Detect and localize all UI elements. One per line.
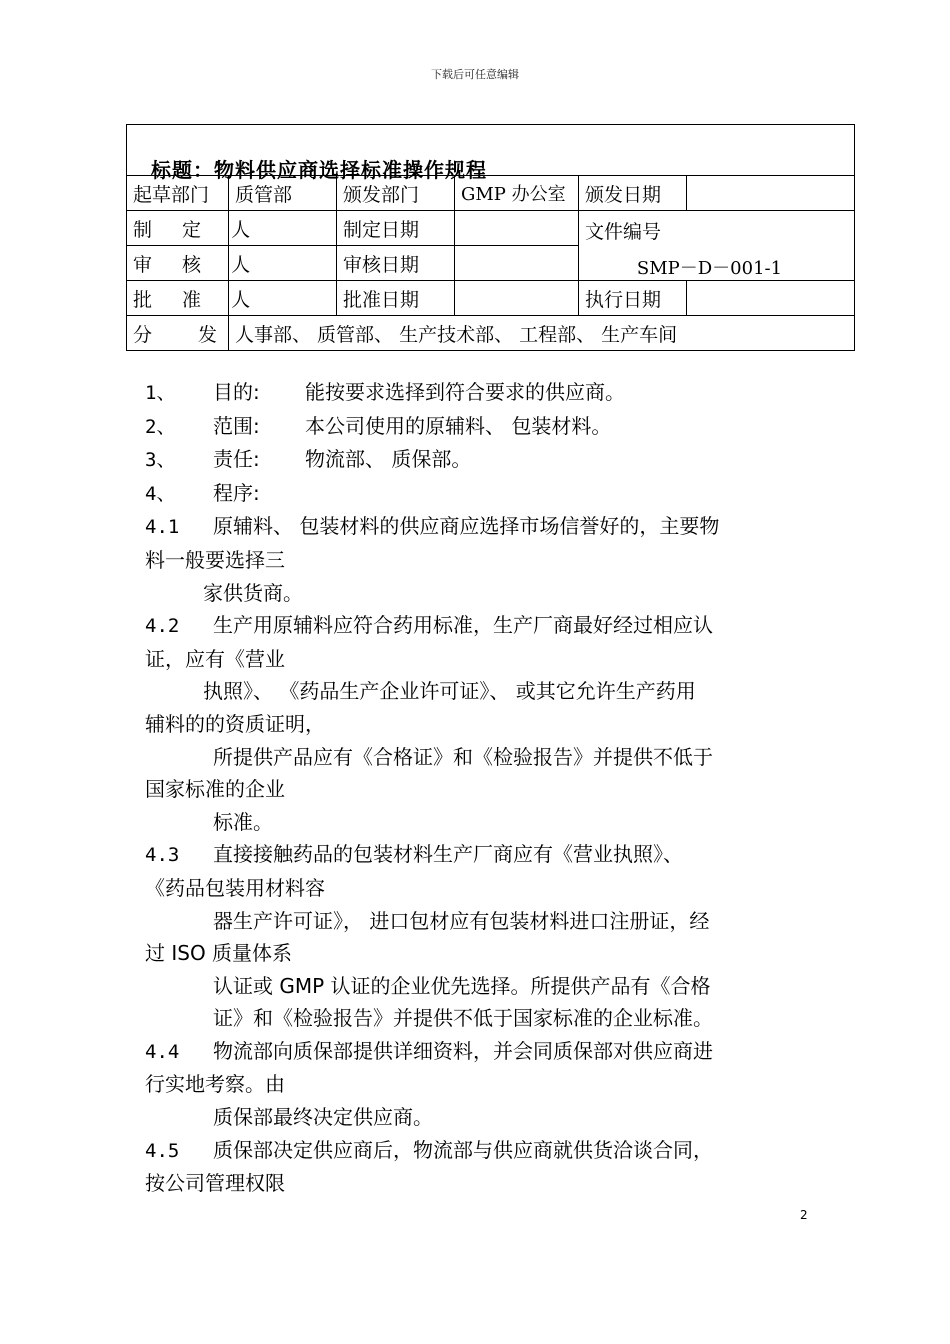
section-line: 行实地考察。由 — [145, 1072, 285, 1097]
cell-effective-date-label: 执行日期 — [579, 281, 687, 316]
section-line: 料一般要选择三 — [145, 547, 285, 572]
section-line: 物流部向质保部提供详细资料，并会同质保部对供应商进 — [213, 1038, 713, 1063]
section-4 — [145, 477, 813, 511]
section-text: 本公司使用的原辅料、 包装材料。 — [305, 413, 612, 438]
cell-review-date-label: 审核日期 — [337, 246, 455, 281]
cell-draft-dept-value: 质管部 — [229, 176, 337, 211]
cell-issue-dept-label: 颁发部门 — [337, 176, 455, 211]
cell-review-date-value — [455, 246, 579, 281]
section-line: 标准。 — [213, 809, 273, 834]
section-4-3-line — [145, 838, 813, 872]
section-label: 责任: — [213, 447, 260, 472]
section-line: 直接接触药品的包装材料生产厂商应有《营业执照》、 — [213, 842, 683, 867]
section-label: 程序: — [213, 480, 260, 505]
file-number-value: SMP－D－001-1 — [636, 258, 783, 279]
section-text: 物流部、 质保部。 — [305, 447, 472, 472]
cell-approve-date-label: 批准日期 — [337, 281, 455, 316]
cell-approver-label: 批 准 人 — [127, 281, 229, 316]
section-2 — [145, 410, 813, 444]
document-control-table — [126, 124, 855, 351]
section-line: 证》和《检验报告》并提供不低于国家标准的企业标准。 — [213, 1006, 713, 1031]
section-line: 质保部决定供应商后，物流部与供应商就供货洽谈合同， — [213, 1137, 713, 1162]
section-4-4-line — [145, 1035, 813, 1069]
page-number: 2 — [800, 1208, 808, 1222]
section-number: 2、 — [145, 415, 176, 438]
cell-author-label: 制 定 人 — [127, 211, 229, 246]
section-line: 国家标准的企业 — [145, 777, 285, 802]
section-line: 执照》、 《药品生产企业许可证》、 或其它允许生产药用 — [203, 679, 696, 704]
section-number: 3、 — [145, 449, 176, 472]
section-line: 器生产许可证》， 进口包材应有包装材料进口注册证，经 — [213, 908, 710, 933]
section-1 — [145, 376, 813, 410]
section-number: 1、 — [145, 382, 176, 404]
cell-file-number — [579, 211, 855, 281]
section-line: 生产用原辅料应符合药用标准，生产厂商最好经过相应认 — [213, 613, 713, 638]
cell-issue-dept-value: GMP 办公室 — [455, 176, 579, 211]
cell-author-date-value — [455, 211, 579, 246]
section-line: 过 ISO 质量体系 — [145, 941, 293, 966]
section-line: 认证或 GMP 认证的企业优先选择。所提供产品有《合格 — [213, 973, 711, 998]
section-line: 原辅料、 包装材料的供应商应选择市场信誉好的，主要物 — [213, 514, 720, 539]
cell-distribution-label: 分 发 — [127, 316, 229, 351]
section-number: 4、 — [145, 482, 176, 505]
cell-issue-date-value — [687, 176, 855, 211]
header-note: 下载后可任意编辑 — [431, 68, 519, 81]
section-line: 质保部最终决定供应商。 — [213, 1105, 433, 1130]
section-number: 4.3 — [145, 844, 180, 867]
section-line: 家供货商。 — [203, 580, 303, 605]
section-label: 范围: — [213, 413, 260, 438]
section-line: 所提供产品应有《合格证》和《检验报告》并提供不低于 — [213, 744, 713, 769]
section-number: 4.2 — [145, 615, 180, 638]
cell-author-date-label: 制定日期 — [337, 211, 455, 246]
section-line: 《药品包装用材料容 — [145, 875, 325, 900]
section-line: 按公司管理权限 — [145, 1171, 285, 1196]
section-label: 目的: — [213, 380, 260, 404]
section-line: 证，应有《营业 — [145, 646, 285, 671]
cell-reviewer-label: 审 核 人 — [127, 246, 229, 281]
cell-draft-dept-label: 起草部门 — [127, 176, 229, 211]
section-number: 4.4 — [145, 1040, 180, 1063]
section-4-1-line — [145, 510, 813, 544]
title-cell — [127, 125, 855, 182]
section-number: 4.1 — [145, 516, 180, 539]
section-3 — [145, 443, 813, 477]
file-number-label: 文件编号 — [585, 221, 662, 243]
cell-distribution-value: 人事部、 质管部、 生产技术部、 工程部、 生产车间 — [229, 316, 855, 351]
cell-effective-date-value — [687, 281, 855, 316]
section-text: 能按要求选择到符合要求的供应商。 — [305, 380, 625, 404]
section-4-5-line — [145, 1134, 813, 1168]
cell-approve-date-value — [455, 281, 579, 316]
section-4-2-line — [145, 609, 813, 643]
section-number: 4.5 — [145, 1139, 180, 1162]
procedure-body — [145, 376, 813, 1200]
document-title: 标题：物料供应商选择标准操作规程 — [151, 158, 487, 182]
cell-issue-date-label: 颁发日期 — [579, 176, 687, 211]
section-line: 辅料的的资质证明， — [145, 711, 325, 736]
